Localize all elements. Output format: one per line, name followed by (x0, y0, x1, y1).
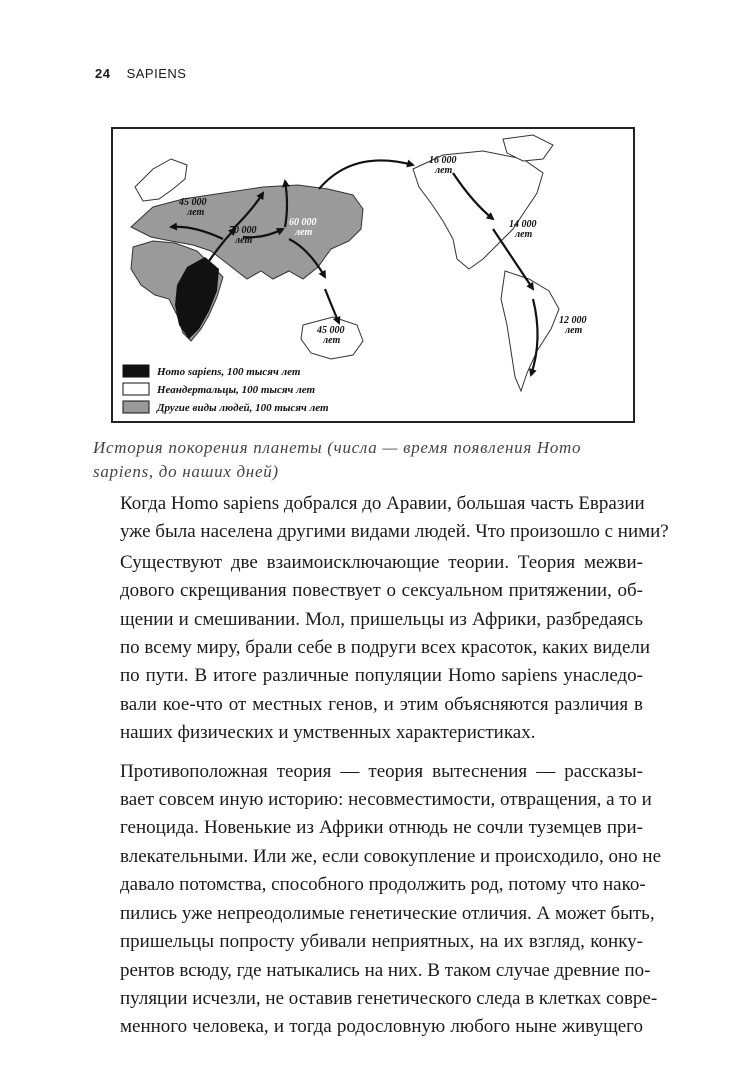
europe-outline (135, 159, 187, 201)
legend-label-homo-sapiens: Homo sapiens, 100 тысяч лет (157, 366, 301, 378)
body-text (93, 490, 669, 1042)
paragraph-1 (93, 490, 669, 547)
caption-line-2: sapiens, до наших дней) (93, 462, 279, 481)
label-45000-australia: 45 000 (317, 325, 345, 336)
label-70000: 70 000 (229, 225, 257, 236)
label-60000: 60 000 (289, 217, 317, 228)
label-12000: 12 000 (559, 315, 587, 326)
label-unit-12000: лет (565, 325, 583, 336)
label-unit-europe: лет (187, 207, 205, 218)
text-line: дового скрещивания повествует о сексуальном притяжении, об- (120, 580, 643, 602)
figure-caption (93, 436, 638, 484)
text-line: по пути. В итоге различные популяции Homo sapiens унаследо- (120, 665, 643, 687)
text-line: по всему миру, брали себе в подруги всех красоток, каких видели (120, 637, 651, 659)
text-line: давало потомства, способного продолжить род, потому что нако- (120, 874, 646, 896)
text-line: Когда Homo sapiens добрался до Аравии, большая часть Евразии (120, 493, 645, 514)
legend-swatch-neanderthals (123, 383, 149, 395)
text-line: менного человека, и тогда родословную любого ныне живущего (120, 1016, 643, 1038)
text-line: щении и смешивании. Мол, пришельцы из Африки, разбредаясь (120, 608, 643, 630)
arrow-to-beringia (319, 160, 413, 189)
page-number: 24 (95, 66, 111, 81)
legend-label-other-humans: Другие виды людей, 100 тысяч лет (157, 402, 329, 414)
text-line: уже была населена другими видами людей. Что произошло с ними? (120, 521, 669, 543)
text-line: влекательными. Или же, если совокупление и происходило, оно не (120, 845, 662, 867)
text-line: рентов всюду, где натыкались на них. В таком случае древние по- (120, 959, 651, 981)
text-line: Существуют две взаимоисключающие теории. Теория межви- (120, 551, 643, 573)
label-unit-14000: лет (515, 229, 533, 240)
map-legend (123, 365, 329, 414)
world-migration-map (111, 127, 635, 423)
text-line: пуляции исчезли, не оставив генетического следа в клетках совре- (120, 987, 658, 1009)
running-head (95, 66, 186, 81)
text-line: пились уже непреодолимые генетические отличия. А может быть, (120, 902, 655, 924)
text-line: вает совсем иную историю: несовместимости, отвращения, а то и (120, 789, 652, 811)
label-16000: 16 000 (429, 155, 457, 166)
label-unit-australia: лет (323, 335, 341, 346)
caption-line-1: История покорения планеты (числа — время появления Homo (93, 438, 582, 457)
label-14000: 14 000 (509, 219, 537, 230)
legend-label-neanderthals: Неандертальцы, 100 тысяч лет (157, 384, 316, 396)
legend-swatch-homo-sapiens (123, 365, 149, 377)
text-line: геноцида. Новенькие из Африки отнюдь не сочли туземцев при- (120, 817, 643, 839)
book-title: SAPIENS (126, 66, 187, 81)
label-unit-70000: лет (235, 235, 253, 246)
label-unit-16000: лет (435, 165, 453, 176)
text-line: вали кое-что от местных генов, и этим объясняются различия в (120, 693, 643, 715)
label-unit-60000: лет (295, 227, 313, 238)
paragraph-2 (93, 549, 651, 748)
text-line: пришельцы попросту убивали неприятных, на их взгляд, конку- (120, 931, 643, 953)
text-line: Противоположная теория — теория вытеснения — рассказы- (120, 760, 643, 782)
text-line: наших физических и умственных характеристиках. (120, 722, 536, 744)
paragraph-3 (93, 758, 662, 1042)
south-america (501, 271, 559, 391)
label-45000-europe: 45 000 (179, 197, 207, 208)
north-america (413, 151, 543, 269)
map-svg (113, 129, 633, 421)
legend-swatch-other-humans (123, 401, 149, 413)
